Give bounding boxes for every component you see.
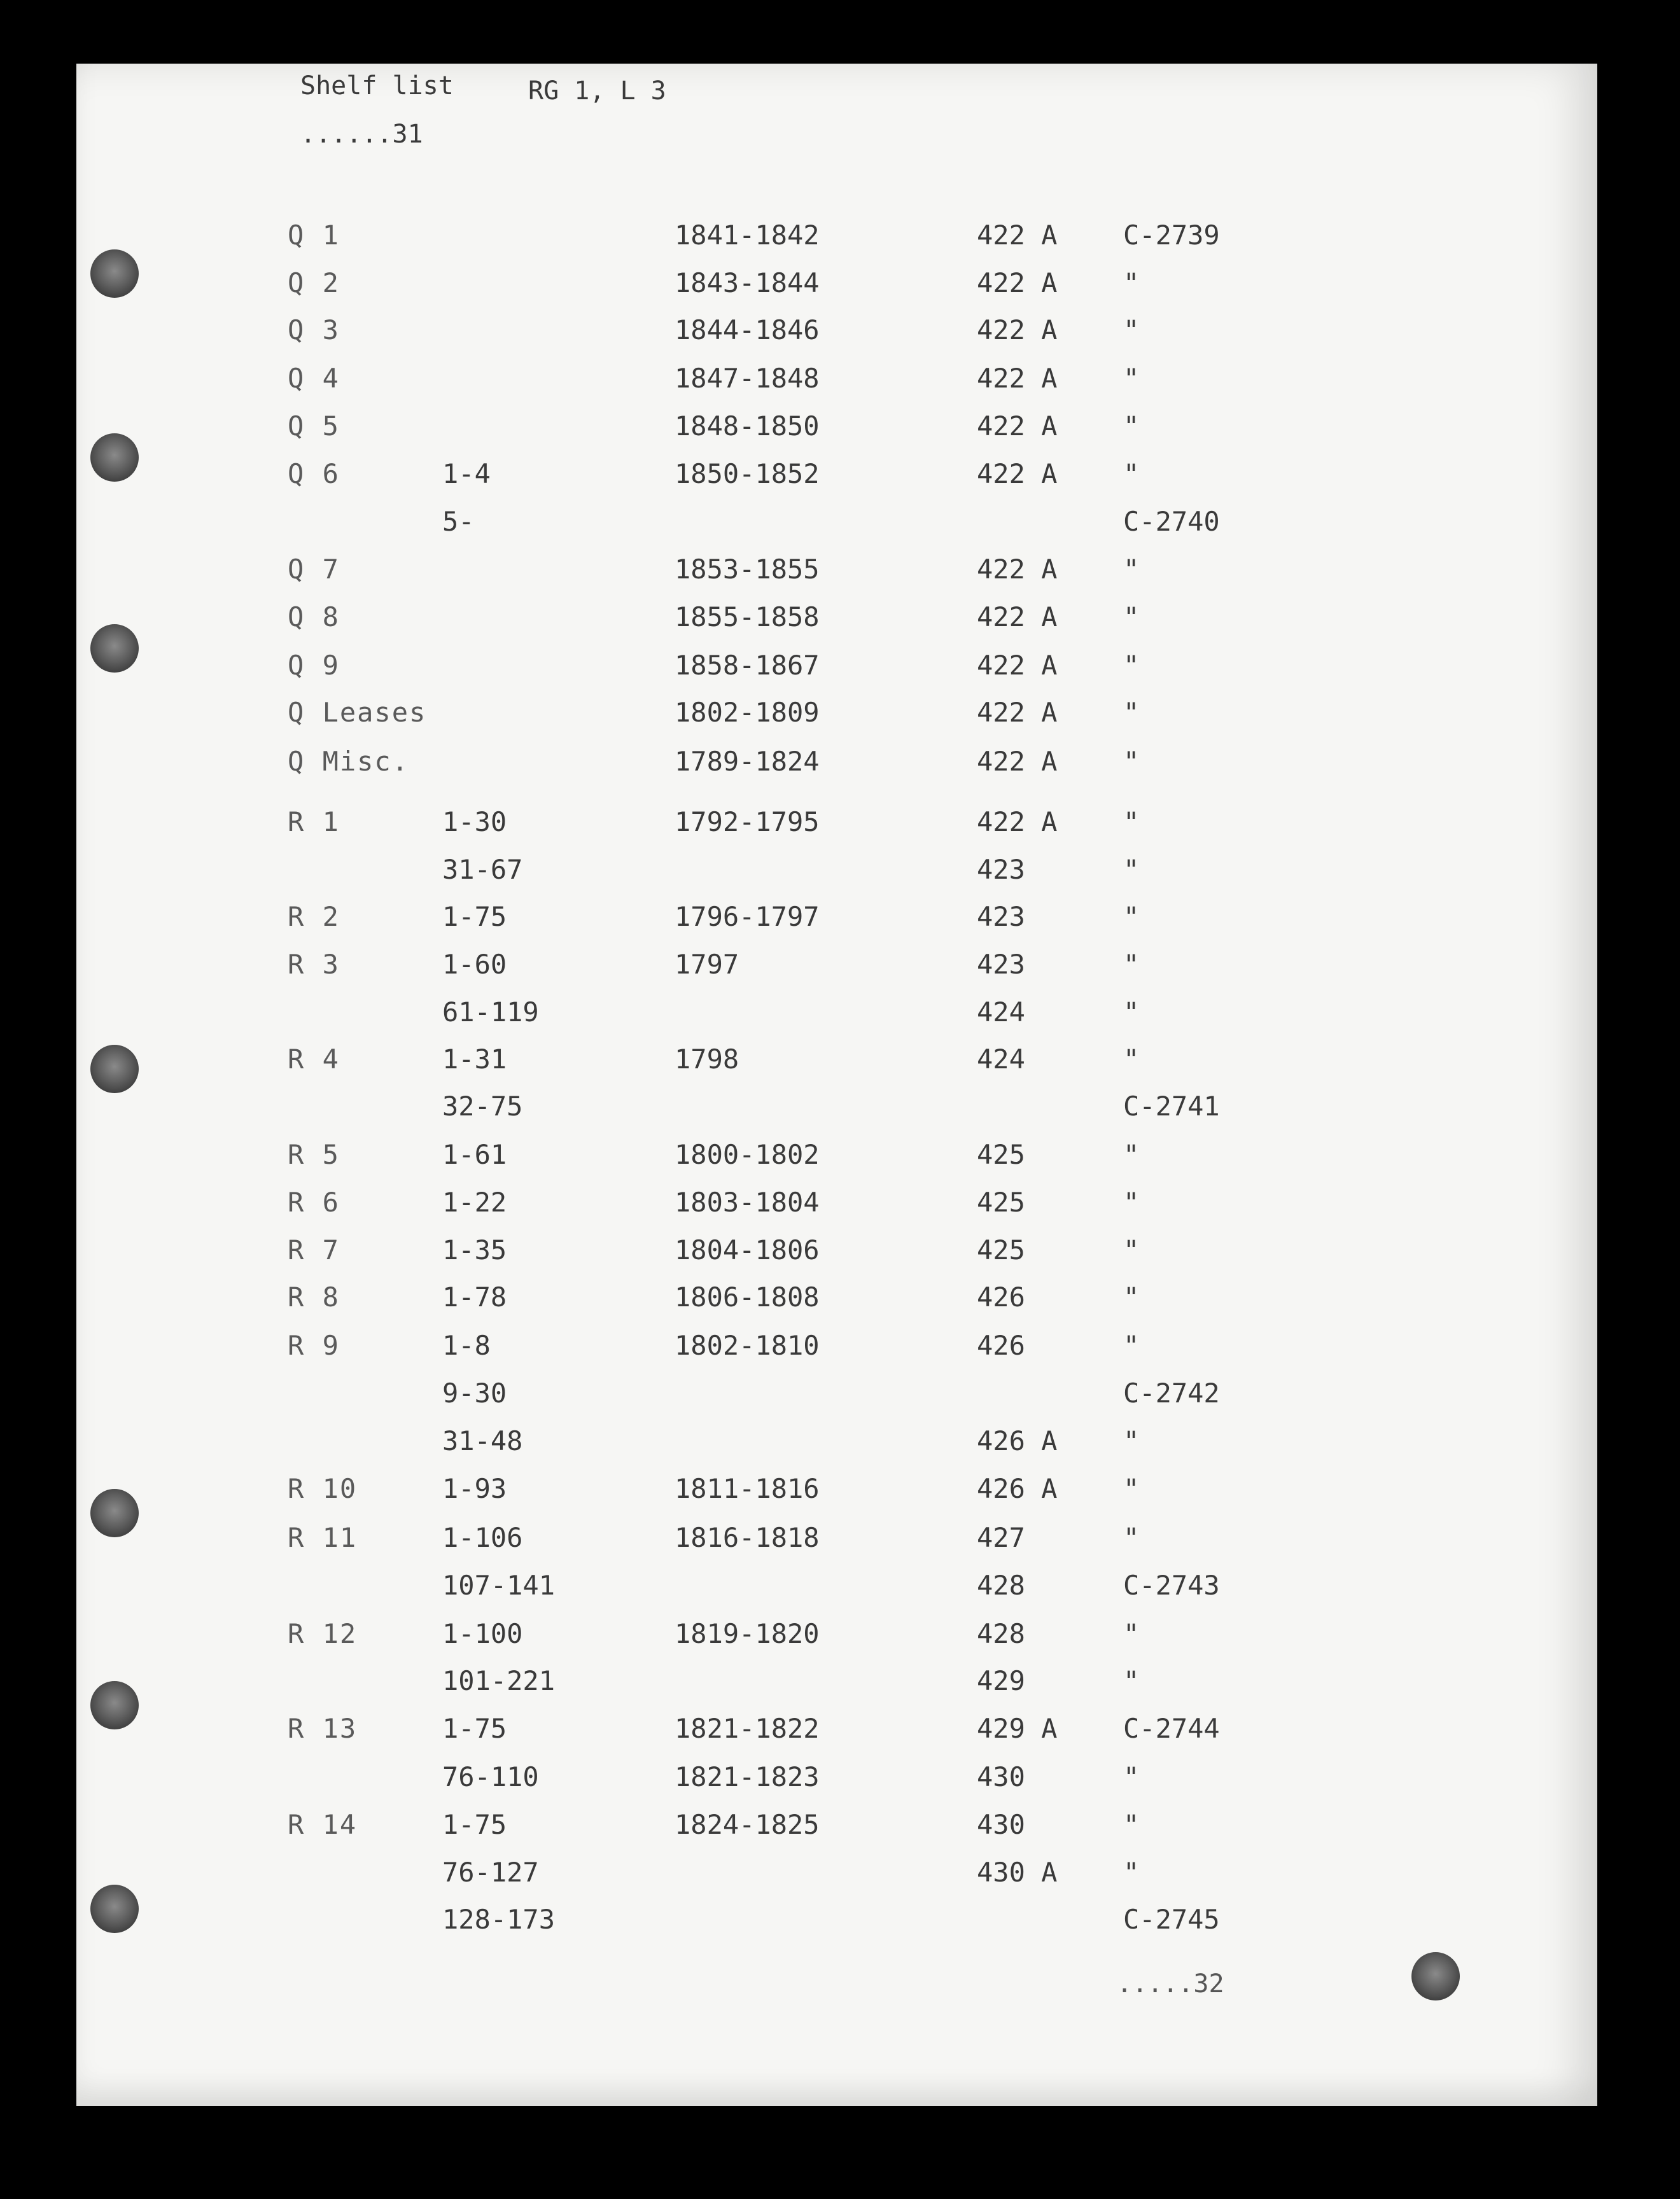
reference-cell: C-2741 — [1123, 1091, 1220, 1122]
dates-cell: 1844-1846 — [675, 314, 820, 346]
folders-cell: 1-106 — [442, 1522, 523, 1553]
reference-cell: " — [1123, 854, 1140, 885]
box-cell: 422 A — [977, 458, 1058, 489]
table-row — [76, 949, 1597, 996]
dates-cell: 1841-1842 — [675, 220, 820, 251]
box-cell: 426 A — [977, 1473, 1058, 1504]
folders-cell: 1-100 — [442, 1618, 523, 1649]
table-row — [76, 1234, 1597, 1281]
reference-cell: " — [1123, 1618, 1140, 1649]
folders-cell: 1-75 — [442, 1809, 507, 1840]
series-cell: R 4 — [288, 1044, 340, 1075]
table-row — [76, 1330, 1597, 1377]
reference-cell: " — [1123, 1857, 1140, 1888]
dates-cell: 1824-1825 — [675, 1809, 820, 1840]
table-row — [76, 506, 1597, 553]
folders-cell: 76-127 — [442, 1857, 539, 1888]
dates-cell: 1848-1850 — [675, 410, 820, 442]
series-cell: R 7 — [288, 1234, 340, 1266]
folders-cell: 1-78 — [442, 1281, 507, 1313]
table-row — [76, 996, 1597, 1044]
folders-cell: 1-8 — [442, 1330, 491, 1361]
table-row — [76, 1857, 1597, 1904]
table-row — [76, 1618, 1597, 1665]
dates-cell: 1789-1824 — [675, 746, 820, 777]
table-row — [76, 1665, 1597, 1712]
table-row — [76, 1044, 1597, 1091]
box-cell: 427 — [977, 1522, 1025, 1553]
table-row — [76, 554, 1597, 601]
reference-cell: " — [1123, 1809, 1140, 1840]
box-cell: 422 A — [977, 363, 1058, 394]
folders-cell: 1-4 — [442, 458, 491, 489]
box-cell: 422 A — [977, 314, 1058, 346]
reference-cell: " — [1123, 1473, 1140, 1504]
dates-cell: 1792-1795 — [675, 806, 820, 837]
table-row — [76, 1522, 1597, 1569]
folders-cell: 31-67 — [442, 854, 523, 885]
reference-cell: " — [1123, 1234, 1140, 1266]
folders-cell: 1-60 — [442, 949, 507, 980]
table-row — [76, 1091, 1597, 1138]
box-cell: 422 A — [977, 554, 1058, 585]
box-cell: 424 — [977, 996, 1025, 1028]
dates-cell: 1816-1818 — [675, 1522, 820, 1553]
box-cell: 425 — [977, 1187, 1025, 1218]
dates-cell: 1821-1823 — [675, 1761, 820, 1792]
reference-cell: C-2743 — [1123, 1570, 1220, 1601]
box-cell: 422 A — [977, 410, 1058, 442]
shelf-list-title: Shelf list — [300, 71, 454, 101]
table-row — [76, 1713, 1597, 1760]
folders-cell: 1-61 — [442, 1139, 507, 1170]
series-cell: Q 4 — [288, 363, 340, 394]
box-cell: 425 — [977, 1234, 1025, 1266]
record-group-label: RG 1, L 3 — [528, 76, 666, 106]
box-cell: 429 A — [977, 1713, 1058, 1744]
reference-cell: " — [1123, 1187, 1140, 1218]
series-cell: Q Leases — [288, 697, 427, 728]
table-row — [76, 1570, 1597, 1617]
reference-cell: " — [1123, 601, 1140, 632]
series-cell: Q 9 — [288, 650, 340, 681]
shelf-list-table — [76, 64, 1597, 2106]
folders-cell: 1-22 — [442, 1187, 507, 1218]
folders-cell: 1-35 — [442, 1234, 507, 1266]
table-row — [76, 601, 1597, 648]
series-cell: R 13 — [288, 1713, 358, 1744]
box-cell: 423 — [977, 949, 1025, 980]
box-cell: 430 A — [977, 1857, 1058, 1888]
table-row — [76, 1139, 1597, 1186]
reference-cell: " — [1123, 1139, 1140, 1170]
table-row — [76, 1378, 1597, 1425]
dates-cell: 1806-1808 — [675, 1281, 820, 1313]
dates-cell: 1800-1802 — [675, 1139, 820, 1170]
table-row — [76, 806, 1597, 853]
dates-cell: 1804-1806 — [675, 1234, 820, 1266]
box-cell: 423 — [977, 854, 1025, 885]
box-cell: 422 A — [977, 697, 1058, 728]
dates-cell: 1802-1810 — [675, 1330, 820, 1361]
box-cell: 430 — [977, 1761, 1025, 1792]
table-row — [76, 901, 1597, 948]
table-row — [76, 220, 1597, 267]
folders-cell: 1-75 — [442, 1713, 507, 1744]
reference-cell: " — [1123, 410, 1140, 442]
reference-cell: " — [1123, 267, 1140, 298]
reference-cell: " — [1123, 697, 1140, 728]
series-cell: R 2 — [288, 901, 340, 932]
table-row — [76, 650, 1597, 697]
series-cell: Q 3 — [288, 314, 340, 346]
dates-cell: 1855-1858 — [675, 601, 820, 632]
folders-cell: 128-173 — [442, 1904, 556, 1935]
reference-cell: " — [1123, 1665, 1140, 1696]
reference-cell: " — [1123, 1425, 1140, 1456]
reference-cell: " — [1123, 746, 1140, 777]
series-cell: R 9 — [288, 1330, 340, 1361]
table-row — [76, 697, 1597, 744]
series-cell: Q 5 — [288, 410, 340, 442]
reference-cell: " — [1123, 1044, 1140, 1075]
table-row — [76, 1281, 1597, 1329]
reference-cell: " — [1123, 363, 1140, 394]
table-row — [76, 854, 1597, 901]
box-cell: 426 — [977, 1281, 1025, 1313]
series-cell: Q 8 — [288, 601, 340, 632]
box-cell: 424 — [977, 1044, 1025, 1075]
folders-cell: 31-48 — [442, 1425, 523, 1456]
series-cell: R 3 — [288, 949, 340, 980]
dates-cell: 1821-1822 — [675, 1713, 820, 1744]
reference-cell: " — [1123, 314, 1140, 346]
reference-cell: C-2739 — [1123, 220, 1220, 251]
series-cell: R 10 — [288, 1473, 358, 1504]
series-cell: R 8 — [288, 1281, 340, 1313]
series-cell: Q Misc. — [288, 746, 410, 777]
box-cell: 426 — [977, 1330, 1025, 1361]
folders-cell: 32-75 — [442, 1091, 523, 1122]
table-row — [76, 746, 1597, 793]
dates-cell: 1797 — [675, 949, 739, 980]
box-cell: 426 A — [977, 1425, 1058, 1456]
box-cell: 428 — [977, 1618, 1025, 1649]
series-cell: R 11 — [288, 1522, 358, 1553]
table-row — [76, 1904, 1597, 1951]
reference-cell: " — [1123, 554, 1140, 585]
reference-cell: " — [1123, 650, 1140, 681]
series-cell: Q 1 — [288, 220, 340, 251]
table-row — [76, 1761, 1597, 1808]
reference-cell: " — [1123, 1281, 1140, 1313]
series-cell: Q 7 — [288, 554, 340, 585]
dates-cell: 1850-1852 — [675, 458, 820, 489]
dates-cell: 1811-1816 — [675, 1473, 820, 1504]
box-cell: 422 A — [977, 220, 1058, 251]
reference-cell: " — [1123, 1761, 1140, 1792]
table-row — [76, 410, 1597, 457]
dates-cell: 1796-1797 — [675, 901, 820, 932]
table-row — [76, 458, 1597, 505]
table-row — [76, 1425, 1597, 1472]
reference-cell: " — [1123, 806, 1140, 837]
dates-cell: 1843-1844 — [675, 267, 820, 298]
series-cell: R 1 — [288, 806, 340, 837]
dates-cell: 1798 — [675, 1044, 739, 1075]
box-cell: 430 — [977, 1809, 1025, 1840]
series-cell: R 12 — [288, 1618, 358, 1649]
table-row — [76, 1187, 1597, 1234]
series-cell: Q 6 — [288, 458, 340, 489]
table-row — [76, 1473, 1597, 1520]
folders-cell: 76-110 — [442, 1761, 539, 1792]
reference-cell: " — [1123, 458, 1140, 489]
folders-cell: 9-30 — [442, 1378, 507, 1409]
box-cell: 422 A — [977, 746, 1058, 777]
table-row — [76, 314, 1597, 361]
folders-cell: 1-93 — [442, 1473, 507, 1504]
folders-cell: 1-31 — [442, 1044, 507, 1075]
folders-cell: 101-221 — [442, 1665, 556, 1696]
table-row — [76, 267, 1597, 314]
folders-cell: 1-30 — [442, 806, 507, 837]
reference-cell: " — [1123, 996, 1140, 1028]
box-cell: 425 — [977, 1139, 1025, 1170]
series-cell: R 14 — [288, 1809, 358, 1840]
series-cell: Q 2 — [288, 267, 340, 298]
reference-cell: C-2745 — [1123, 1904, 1220, 1935]
folders-cell: 107-141 — [442, 1570, 556, 1601]
reference-cell: " — [1123, 1330, 1140, 1361]
reference-cell: " — [1123, 1522, 1140, 1553]
folders-cell: 1-75 — [442, 901, 507, 932]
document-page — [76, 64, 1597, 2106]
reference-cell: C-2744 — [1123, 1713, 1220, 1744]
dates-cell: 1858-1867 — [675, 650, 820, 681]
folders-cell: 5- — [442, 506, 475, 537]
box-cell: 423 — [977, 901, 1025, 932]
dates-cell: 1853-1855 — [675, 554, 820, 585]
dates-cell: 1802-1809 — [675, 697, 820, 728]
continued-to-marker: .....32 — [1117, 1969, 1224, 1999]
box-cell: 422 A — [977, 267, 1058, 298]
table-row — [76, 363, 1597, 410]
box-cell: 428 — [977, 1570, 1025, 1601]
table-row — [76, 1809, 1597, 1856]
reference-cell: " — [1123, 949, 1140, 980]
reference-cell: C-2742 — [1123, 1378, 1220, 1409]
continued-from-marker: ......31 — [300, 120, 423, 149]
box-cell: 422 A — [977, 806, 1058, 837]
box-cell: 429 — [977, 1665, 1025, 1696]
series-cell: R 6 — [288, 1187, 340, 1218]
reference-cell: " — [1123, 901, 1140, 932]
reference-cell: C-2740 — [1123, 506, 1220, 537]
box-cell: 422 A — [977, 601, 1058, 632]
box-cell: 422 A — [977, 650, 1058, 681]
series-cell: R 5 — [288, 1139, 340, 1170]
folders-cell: 61-119 — [442, 996, 539, 1028]
dates-cell: 1847-1848 — [675, 363, 820, 394]
dates-cell: 1819-1820 — [675, 1618, 820, 1649]
dates-cell: 1803-1804 — [675, 1187, 820, 1218]
